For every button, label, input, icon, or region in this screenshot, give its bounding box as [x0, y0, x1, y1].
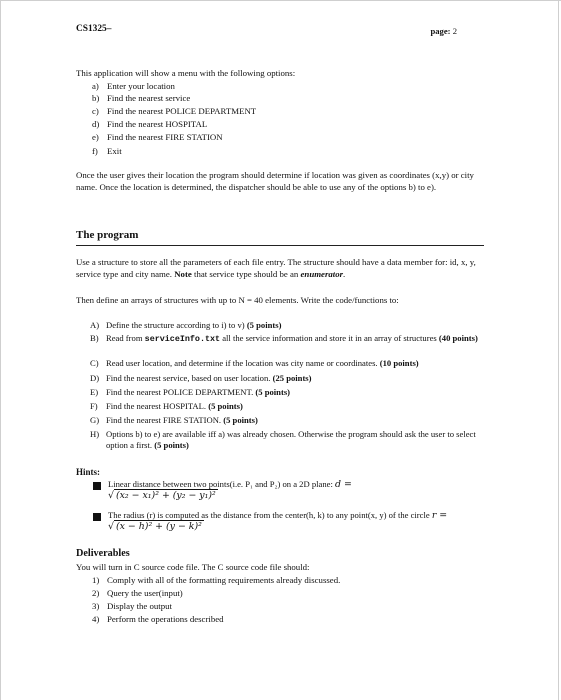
bullet-icon — [93, 513, 101, 521]
menu-option-marker: b) — [92, 93, 100, 103]
hint-radius: The radius (r) is computed as the distance from the center(h, k) to any point(x, y) of the circle r = √ (x − h)² + (y − k)² — [108, 510, 448, 533]
task-text: Options b) to e) are available iff a) was already chosen. Otherwise the program should ask the user to select option a first. — [106, 429, 476, 450]
menu-option-c — [92, 106, 256, 117]
distance-formula: (x₂ − x₁)² + (y₂ − y₁)² — [115, 490, 216, 502]
task-h — [90, 429, 486, 451]
hint-text: The radius (r) is computed as the distance from the center(h, k) to any point(x, y) of the circle — [108, 510, 430, 520]
task-marker: H) — [90, 429, 100, 439]
task-text: all the service information and store it in an array of structures — [222, 333, 437, 343]
structure-paragraph — [76, 257, 484, 280]
deliverable-item — [92, 575, 340, 586]
menu-option-marker: c) — [92, 106, 99, 116]
deliverable-item — [92, 614, 224, 625]
menu-option-text: Find the nearest service — [107, 93, 191, 103]
menu-option-f — [92, 146, 122, 157]
task-text: Find the nearest POLICE DEPARTMENT. — [106, 387, 254, 397]
file-name: serviceInfo.txt — [144, 334, 221, 344]
structure-text: Use a structure to store all the parameters of each file entry. The structure should have a data member for: id, x, y, service type and city name. — [76, 257, 476, 279]
structure-text-end: . — [343, 268, 346, 279]
menu-option-b — [92, 93, 190, 104]
menu-option-a — [92, 81, 175, 92]
deliverable-text: Perform the operations described — [107, 614, 224, 624]
task-marker: A) — [90, 320, 100, 330]
task-g — [90, 415, 486, 426]
task-points: (5 points) — [223, 415, 258, 425]
menu-option-text: Enter your location — [107, 81, 175, 91]
page-border-top — [0, 0, 561, 1]
task-d — [90, 373, 486, 384]
task-text-pre: Read from — [106, 333, 143, 343]
deliverable-item — [92, 588, 183, 599]
task-points: (10 points) — [379, 358, 419, 368]
page-label: page: — [430, 26, 451, 36]
menu-option-text: Find the nearest POLICE DEPARTMENT — [107, 106, 257, 116]
task-text: Find the nearest FIRE STATION. — [106, 415, 222, 425]
hints-heading: Hints: — [76, 467, 101, 477]
deliverables-heading: Deliverables — [76, 548, 130, 559]
task-points: (5 points) — [246, 320, 282, 330]
deliverable-marker: 2) — [92, 588, 100, 598]
formula-lhs: r = — [431, 510, 448, 521]
task-text: Find the nearest service, based on user location. — [106, 373, 271, 383]
task-e — [90, 387, 486, 398]
deliverable-marker: 4) — [92, 614, 100, 624]
menu-option-text: Find the nearest FIRE STATION — [107, 132, 223, 142]
task-marker: E) — [90, 387, 99, 397]
hint-text: Linear distance between two points(i.e. P₁ and P₂) on a 2D plane: — [108, 479, 333, 489]
section-divider — [76, 245, 484, 246]
define-paragraph: Then define an arrays of structures with up to N = 40 elements. Write the code/functions to: — [76, 295, 399, 305]
page-border-right — [558, 0, 559, 700]
task-c — [90, 358, 486, 369]
deliverable-marker: 1) — [92, 575, 100, 585]
task-points: (5 points) — [255, 387, 291, 397]
menu-option-text: Exit — [107, 146, 122, 156]
hint-distance: Linear distance between two points(i.e. P₁ and P₂) on a 2D plane: d = √ (x₂ − x₁)² + (y₂ − y₁)² — [108, 479, 352, 502]
task-text: Define the structure according to i) to v) — [106, 320, 245, 330]
radius-formula: (x − h)² + (y − k)² — [115, 521, 202, 533]
menu-option-marker: d) — [92, 119, 100, 129]
task-marker: F) — [90, 401, 98, 411]
formula-lhs: d = — [335, 479, 352, 490]
task-points: (5 points) — [208, 401, 243, 411]
bullet-icon — [93, 482, 101, 490]
task-marker: C) — [90, 358, 99, 368]
page-number: 2 — [452, 26, 457, 36]
task-a — [90, 320, 486, 331]
menu-option-marker: e) — [92, 132, 99, 142]
task-marker: B) — [90, 333, 99, 343]
task-points: (25 points) — [272, 373, 312, 383]
location-paragraph: Once the user gives their location the program should determine if location was given as coordinates (x,y) or city name. Once the location is determined, the dispatcher should be able to use any of the options b) to e). — [76, 170, 474, 192]
task-f — [90, 401, 486, 412]
task-b — [90, 333, 486, 345]
menu-option-marker: f) — [92, 146, 98, 156]
deliverable-text: Display the output — [107, 601, 172, 611]
task-points: (5 points) — [154, 440, 189, 450]
menu-option-marker: a) — [92, 81, 99, 91]
course-code: CS1325– — [76, 24, 112, 34]
task-points: (40 points) — [438, 333, 478, 343]
task-text: Find the nearest HOSPITAL. — [106, 401, 207, 411]
menu-option-e — [92, 132, 223, 143]
deliverable-text: Comply with all of the formatting requirements already discussed. — [107, 575, 341, 585]
task-marker: D) — [90, 373, 100, 383]
intro-text: This application will show a menu with the following options: — [76, 68, 296, 78]
enumerator-term: enumerator — [300, 268, 344, 279]
deliverable-item — [92, 601, 172, 612]
task-text: Read user location, and determine if the location was city name or coordinates. — [106, 358, 378, 368]
note-label: Note — [174, 268, 192, 279]
deliverable-marker: 3) — [92, 601, 100, 611]
page-border-left — [0, 0, 1, 700]
menu-option-text: Find the nearest HOSPITAL — [107, 119, 208, 129]
deliverable-text: Query the user(input) — [107, 588, 183, 598]
deliverables-intro: You will turn in C source code file. The C source code file should: — [76, 562, 310, 572]
menu-option-d — [92, 119, 207, 130]
page-indicator — [430, 26, 457, 36]
structure-text-continued: that service type should be an — [194, 268, 299, 279]
task-marker: G) — [90, 415, 100, 425]
section-heading-program: The program — [76, 229, 139, 241]
